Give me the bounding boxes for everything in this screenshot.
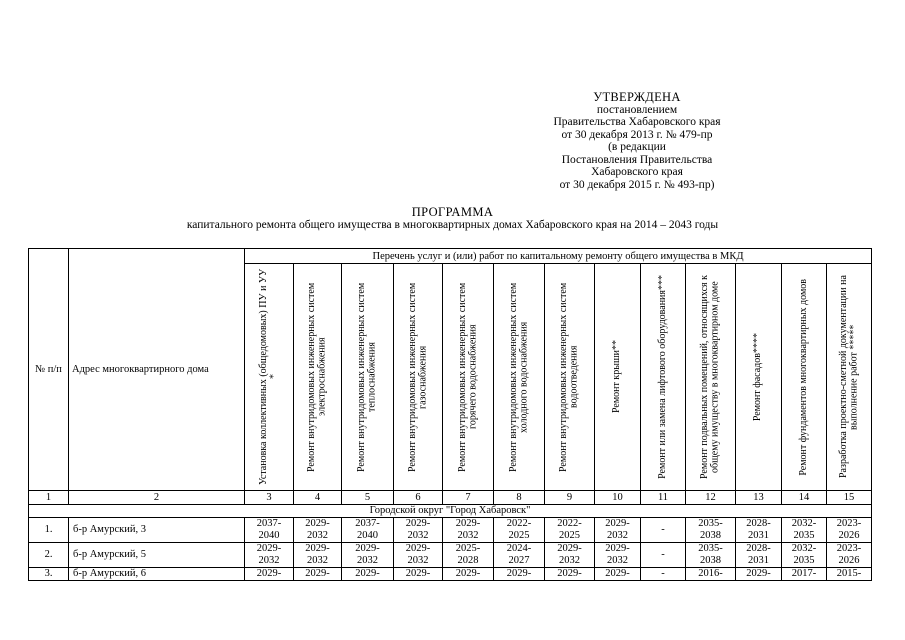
row-period-cell: 2025- 2028: [443, 543, 494, 568]
column-number: 11: [641, 491, 686, 505]
approval-line: Хабаровского края: [591, 166, 683, 178]
row-address: б-р Амурский, 3: [69, 518, 245, 543]
column-number: 10: [595, 491, 641, 505]
header-address: Адрес многоквартирного дома: [69, 249, 245, 491]
header-work-label: Ремонт внутридомовых инженерных систем водоотведения: [558, 282, 580, 472]
header-work-column: [342, 264, 394, 491]
document-subtitle: капитального ремонта общего имущества в многоквартирных домах Хабаровского края на 2014 – 2043 годы: [186, 219, 719, 231]
row-period-cell: 2023- 2026: [827, 543, 872, 568]
approval-line: от 30 декабря 2013 г. № 479-пр: [561, 128, 713, 141]
row-period-cell: 2029-: [443, 568, 494, 581]
row-period-cell: 2029-: [245, 568, 294, 581]
column-number: 5: [342, 491, 394, 505]
header-work-column: [736, 264, 782, 491]
approval-block: [507, 91, 767, 191]
row-number: 1.: [29, 518, 69, 543]
column-number: 14: [782, 491, 827, 505]
row-period-cell: 2029- 2032: [595, 543, 641, 568]
section-title: Городской округ "Город Хабаровск": [29, 505, 872, 518]
row-period-cell: 2037- 2040: [245, 518, 294, 543]
column-number: 7: [443, 491, 494, 505]
column-number: 15: [827, 491, 872, 505]
row-address: б-р Амурский, 6: [69, 568, 245, 581]
column-number: 3: [245, 491, 294, 505]
document-title-block: [0, 206, 905, 232]
column-number-row: [29, 491, 872, 505]
header-work-label: Ремонт подвальных помещений, относящихся к общему имуществу в многоквартирном доме: [699, 275, 721, 479]
column-number: 1: [29, 491, 69, 505]
table-row: [29, 518, 872, 543]
row-period-cell: 2023- 2026: [827, 518, 872, 543]
row-period-cell: 2029- 2032: [394, 543, 443, 568]
header-work-label: Установка коллективных (общедомовых) ПУ и УУ *: [257, 268, 279, 486]
row-period-cell: 2029-: [394, 568, 443, 581]
row-period-cell: 2037- 2040: [342, 518, 394, 543]
row-period-cell: 2029-: [736, 568, 782, 581]
header-work-column: [782, 264, 827, 491]
row-period-cell: -: [641, 543, 686, 568]
row-period-cell: 2029- 2032: [245, 543, 294, 568]
section-row: [29, 505, 872, 518]
approval-line: от 30 декабря 2015 г. № 493-пр): [559, 178, 715, 191]
row-period-cell: -: [641, 568, 686, 581]
header-work-column: [595, 264, 641, 491]
row-number: 3.: [29, 568, 69, 581]
header-work-column: [443, 264, 494, 491]
column-number: 9: [545, 491, 595, 505]
header-work-label: Ремонт крыши**: [611, 340, 623, 414]
row-period-cell: 2029- 2032: [294, 543, 342, 568]
header-works-group: Перечень услуг и (или) работ по капитальному ремонту общего имущества в МКД: [245, 249, 872, 264]
header-work-column: [545, 264, 595, 491]
header-work-column: [294, 264, 342, 491]
row-period-cell: 2029- 2032: [545, 543, 595, 568]
header-work-column: [641, 264, 686, 491]
header-work-label: Ремонт внутридомовых инженерных систем горячего водоснабжения: [456, 282, 478, 472]
header-number: № п/п: [29, 249, 69, 491]
row-period-cell: 2022- 2025: [545, 518, 595, 543]
row-period-cell: 2029- 2032: [342, 543, 394, 568]
approval-line: постановлением: [596, 103, 678, 116]
header-work-label: Ремонт внутридомовых инженерных систем электроснабжения: [306, 282, 328, 472]
table-header-row: [29, 249, 872, 264]
row-period-cell: 2028- 2031: [736, 518, 782, 543]
table-row: [29, 568, 872, 581]
header-work-label: Ремонт фасадов****: [752, 332, 764, 422]
row-period-cell: 2035- 2038: [686, 543, 736, 568]
row-period-cell: 2029-: [294, 568, 342, 581]
row-period-cell: 2028- 2031: [736, 543, 782, 568]
row-period-cell: 2016-: [686, 568, 736, 581]
header-work-label: Ремонт фундаментов многоквартирных домов: [797, 278, 809, 476]
row-address: б-р Амурский, 5: [69, 543, 245, 568]
header-work-column: [494, 264, 545, 491]
row-period-cell: 2029- 2032: [443, 518, 494, 543]
row-number: 2.: [29, 543, 69, 568]
row-period-cell: -: [641, 518, 686, 543]
column-number: 6: [394, 491, 443, 505]
column-number: 12: [686, 491, 736, 505]
header-work-column: [245, 264, 294, 491]
row-period-cell: 2022- 2025: [494, 518, 545, 543]
row-period-cell: 2032- 2035: [782, 518, 827, 543]
header-work-column: [827, 264, 872, 491]
column-number: 2: [69, 491, 245, 505]
approval-heading: УТВЕРЖДЕНА: [593, 90, 681, 104]
approval-line: Постановления Правительства: [561, 153, 713, 166]
row-period-cell: 2029- 2032: [595, 518, 641, 543]
row-period-cell: 2035- 2038: [686, 518, 736, 543]
header-work-column: [394, 264, 443, 491]
row-period-cell: 2029-: [342, 568, 394, 581]
header-work-label: Ремонт внутридомовых инженерных систем газоснабжения: [406, 282, 428, 472]
row-period-cell: 2017-: [782, 568, 827, 581]
row-period-cell: 2015-: [827, 568, 872, 581]
row-period-cell: 2029-: [494, 568, 545, 581]
row-period-cell: 2029- 2032: [394, 518, 443, 543]
header-work-label: Ремонт внутридомовых инженерных систем холодного водоснабжения: [507, 282, 529, 472]
document-title: ПРОГРАММА: [411, 205, 494, 219]
column-number: 8: [494, 491, 545, 505]
column-number: 13: [736, 491, 782, 505]
row-period-cell: 2029-: [595, 568, 641, 581]
header-work-column: [686, 264, 736, 491]
row-period-cell: 2024- 2027: [494, 543, 545, 568]
header-work-label: Разработка проектно-сметной документации на выполнение работ *****: [837, 275, 860, 479]
table-row: [29, 543, 872, 568]
header-work-label: Ремонт внутридомовых инженерных систем теплоснабжения: [356, 282, 378, 472]
row-period-cell: 2029- 2032: [294, 518, 342, 543]
approval-line: Правительства Хабаровского края: [553, 116, 721, 128]
row-period-cell: 2029-: [545, 568, 595, 581]
header-work-label: Ремонт или замена лифтового оборудования***: [656, 275, 668, 479]
approval-line: (в редакции: [608, 141, 666, 153]
row-period-cell: 2032- 2035: [782, 543, 827, 568]
column-number: 4: [294, 491, 342, 505]
program-table: [28, 248, 872, 581]
